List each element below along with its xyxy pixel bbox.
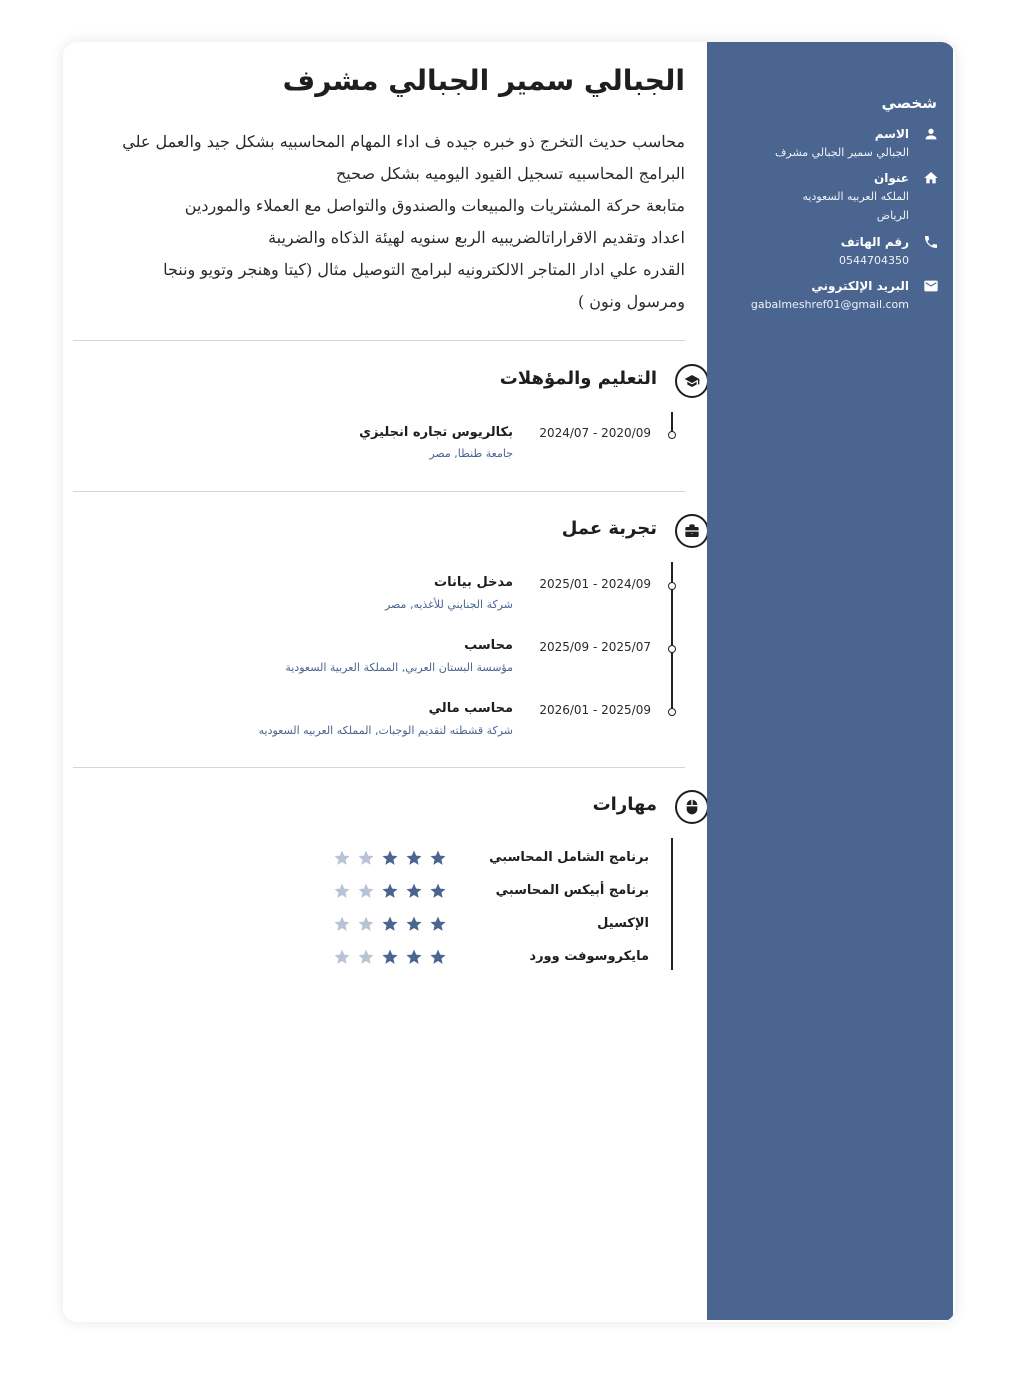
address-line: الرياض [876, 209, 909, 222]
education-header [409, 364, 709, 404]
star-filled-icon [405, 882, 423, 900]
star-filled-icon [381, 849, 399, 867]
name-label: الاسم [874, 127, 909, 141]
star-empty-icon [357, 915, 375, 933]
phone-label: رقم الهاتف [840, 235, 909, 249]
skill-name: برنامج الشامل المحاسبي [489, 850, 649, 865]
skill-rating [333, 948, 447, 966]
experience-company: شركة قشطته لتقديم الوجبات, المملكه العربيه السعوديه [258, 724, 513, 737]
divider [73, 767, 685, 768]
mouse-icon [675, 790, 709, 824]
star-filled-icon [381, 948, 399, 966]
sidebar-name [709, 126, 909, 162]
skill-name: الإكسيل [597, 916, 649, 931]
timeline-dot [668, 645, 676, 653]
education-title: التعليم والمؤهلات [499, 368, 657, 389]
phone-value: 0544704350 [839, 254, 909, 267]
skills-header [409, 790, 709, 830]
person-icon [923, 126, 939, 142]
summary-line: القدره علي ادار المتاجر الالكترونيه لبرامج التوصيل مثال (كيتا وهنجر وتويو وننجا [163, 260, 685, 279]
mail-icon [923, 278, 939, 294]
star-filled-icon [429, 882, 447, 900]
star-empty-icon [357, 948, 375, 966]
graduation-cap-icon [675, 364, 709, 398]
star-empty-icon [357, 849, 375, 867]
resume-card [63, 42, 955, 1322]
address-label: عنوان [874, 171, 909, 185]
star-filled-icon [429, 948, 447, 966]
summary [65, 126, 685, 318]
star-empty-icon [333, 915, 351, 933]
education-school: جامعة طنطا, مصر [429, 447, 513, 460]
email-value[interactable]: gabalmeshref01@gmail.com [750, 298, 909, 311]
star-empty-icon [333, 849, 351, 867]
sidebar-address [709, 170, 909, 225]
education-degree: بكالريوس تجاره انجليزي [359, 425, 513, 440]
star-filled-icon [405, 915, 423, 933]
main-column [63, 42, 707, 1320]
address-line: الملكه العربيه السعوديه [802, 190, 909, 203]
briefcase-icon [675, 514, 709, 548]
education-date: 2024/07 - 2020/09 [539, 426, 651, 440]
star-filled-icon [405, 948, 423, 966]
star-filled-icon [429, 915, 447, 933]
timeline-dot [668, 582, 676, 590]
star-filled-icon [429, 849, 447, 867]
skill-rating [333, 915, 447, 933]
experience-role: مدخل بيانات [434, 575, 513, 590]
skill-rating [333, 849, 447, 867]
skill-rating [333, 882, 447, 900]
summary-line: البرامج المحاسبيه تسجيل القيود اليوميه بشكل صحيح [335, 164, 685, 183]
star-filled-icon [405, 849, 423, 867]
summary-line: ومرسول ونون ) [577, 292, 685, 311]
timeline-dot [668, 708, 676, 716]
experience-header [409, 514, 709, 554]
timeline-line [671, 838, 673, 970]
experience-company: مؤسسة البستان العربي, المملكة العربية السعودية [285, 661, 513, 674]
summary-line: محاسب حديث التخرج ذو خبره جيده ف اداء المهام المحاسبيه بشكل جيد والعمل علي [122, 132, 685, 151]
experience-role: محاسب [464, 638, 513, 653]
experience-title: تجربة عمل [561, 518, 657, 539]
name-value: الجبالي سمير الجبالي مشرف [774, 146, 909, 159]
sidebar-email [709, 278, 909, 314]
sidebar-title: شخصي [881, 94, 937, 112]
divider [73, 340, 685, 341]
summary-line: اعداد وتقديم الاقراراتالضريبيه الربع سنويه لهيئة الذكاه والضريبة [268, 228, 685, 247]
experience-date: 2026/01 - 2025/09 [539, 703, 651, 717]
phone-icon [923, 234, 939, 250]
star-empty-icon [333, 948, 351, 966]
home-icon [923, 170, 939, 186]
star-filled-icon [381, 882, 399, 900]
divider [73, 491, 685, 492]
page-title: الجبالي سمير الجبالي مشرف [282, 64, 685, 97]
experience-role: محاسب مالي [428, 701, 513, 716]
sidebar [707, 42, 953, 1320]
star-filled-icon [381, 915, 399, 933]
skill-name: مايكروسوفت وورد [529, 949, 649, 964]
star-empty-icon [333, 882, 351, 900]
star-empty-icon [357, 882, 375, 900]
summary-line: متابعة حركة المشتريات والمبيعات والصندوق والتواصل مع العملاء والموردين [184, 196, 685, 215]
sidebar-phone [709, 234, 909, 270]
timeline-dot [668, 431, 676, 439]
experience-company: شركة الجنايني للأغذيه, مصر [384, 598, 513, 611]
experience-date: 2025/09 - 2025/07 [539, 640, 651, 654]
skill-name: برنامج أبيكس المحاسبي [495, 883, 649, 898]
skills-title: مهارات [592, 794, 657, 815]
experience-date: 2025/01 - 2024/09 [539, 577, 651, 591]
email-label: البريد الإلكتروني [811, 279, 909, 293]
